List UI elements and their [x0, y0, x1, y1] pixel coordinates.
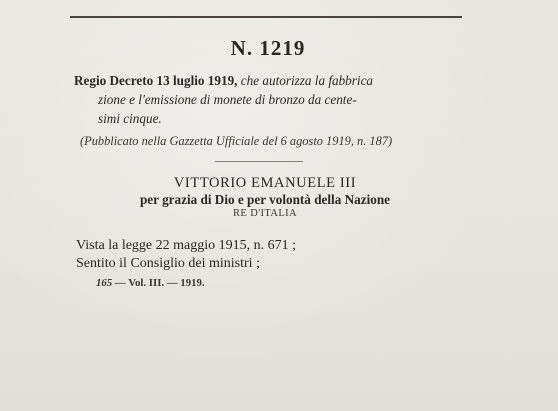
abstract-lead: Regio Decreto 13 luglio 1919, [74, 73, 238, 88]
recital-law: Vista la legge 22 maggio 1915, n. 671 ; [76, 238, 297, 253]
decree-number: N. 1219 [230, 36, 306, 60]
top-rule [70, 16, 462, 18]
sovereign-name: VITTORIO EMANUELE III [173, 175, 357, 191]
grace-formula: per grazia di Dio e per volontà della Nazione [139, 192, 391, 207]
section-divider [215, 161, 303, 162]
royal-title: RE D'ITALIA [232, 208, 298, 219]
volume-reference [96, 277, 205, 289]
abstract-line-3: simi cinque. [98, 111, 162, 126]
recital-council: Sentito il Consiglio dei ministri ; [76, 256, 260, 271]
volume-text: — Vol. III. — 1919. [112, 277, 205, 289]
publication-note: (Pubblicato nella Gazzetta Ufficiale del 6 agosto 1919, n. 187) [80, 134, 393, 148]
decree-abstract [74, 71, 474, 128]
abstract-line-2: zione e l'emissione di monete di bronzo da cente- [98, 92, 357, 107]
abstract-line-1-rest: che autorizza la fabbrica [237, 73, 374, 88]
volume-page-number: 165 [96, 277, 113, 289]
abstract-line-1 [74, 71, 474, 90]
